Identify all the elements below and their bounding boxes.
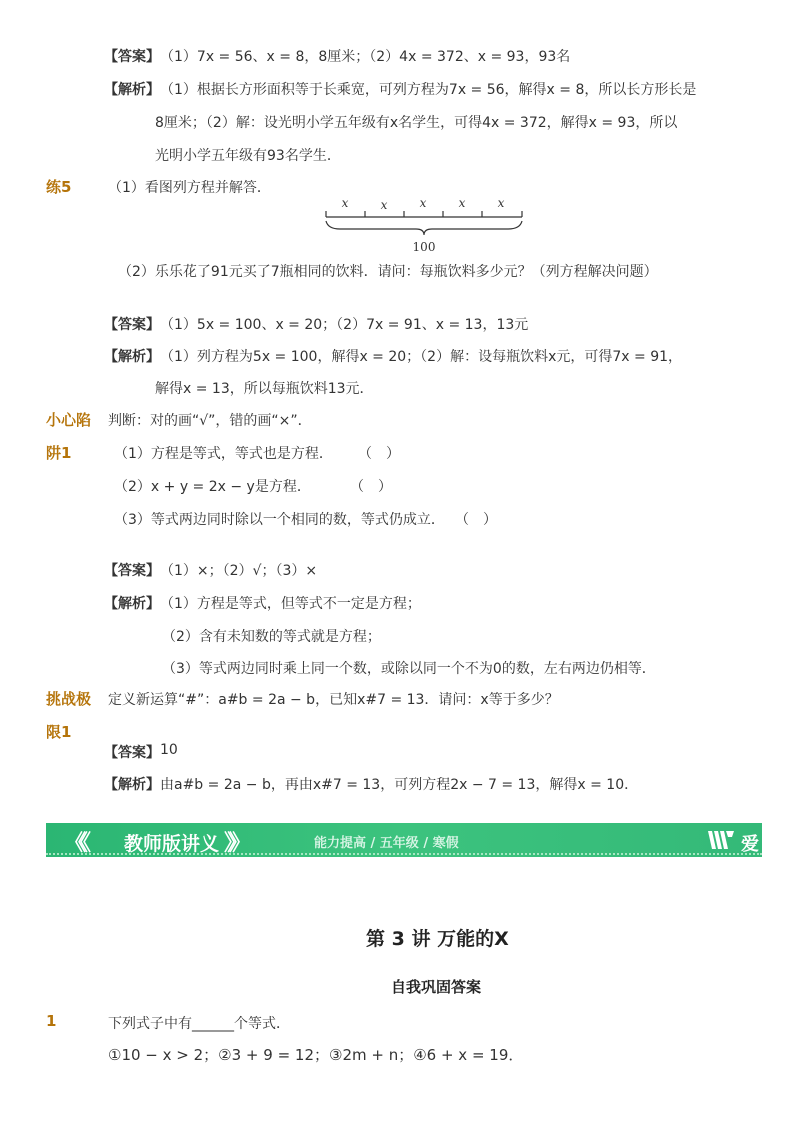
chevron-right-icon: 》》	[224, 831, 246, 856]
question-number: 1	[46, 1012, 57, 1030]
segment-label: x	[458, 196, 466, 210]
analysis-tag: 【解析】	[104, 82, 160, 98]
analysis-line: （3）等式两边同时乘上同一个数，或除以同一个不为0的数，左右两边仍相等．	[162, 661, 656, 677]
segment-label: x	[380, 198, 388, 212]
analysis-line: 由a#b = 2a − b，再由x#7 = 13，可列方程2x − 7 = 13，解得x = 10．	[160, 777, 639, 793]
answer-text: （1）5x = 100、x = 20；（2）7x = 91、x = 13，13元	[160, 317, 529, 333]
segment-label: x	[497, 196, 505, 210]
analysis-line: 光明小学五年级有93名学生．	[155, 148, 341, 164]
practice-label: 练5	[46, 178, 72, 196]
analysis-line: （1）根据长方形面积等于长乘宽，可列方程为7x = 56，解得x = 8，所以长方形长是	[160, 82, 697, 98]
answer-tag: 【答案】	[104, 317, 160, 333]
judge-blank: （ ）	[455, 512, 497, 528]
question-text: （1）看图列方程并解答．	[108, 180, 271, 196]
segment-label: x	[419, 196, 427, 210]
segment-diagram	[320, 195, 530, 260]
answer-tag: 【答案】	[104, 563, 160, 579]
challenge-label: 挑战极	[46, 690, 92, 708]
analysis-tag: 【解析】	[104, 349, 160, 365]
analysis-line: 8厘米；（2）解：设光明小学五年级有x名学生，可得4x = 372，解得x = 93，所以	[155, 115, 678, 131]
segment-label: x	[341, 196, 349, 210]
challenge-label: 限1	[46, 723, 72, 741]
trap-label: 阱1	[46, 444, 72, 462]
question-text: （2）乐乐花了91元买了7瓶相同的饮料．请问：每瓶饮料多少元？（列方程解决问题）	[118, 264, 658, 280]
analysis-line: （1）列方程为5x = 100，解得x = 20；（2）解：设每瓶饮料x元，可得7x = 91，	[160, 349, 683, 365]
chevron-left-icon: 《《	[64, 831, 86, 856]
question-text: 下列式子中有______个等式．	[108, 1016, 290, 1032]
answer-text: 10	[160, 742, 178, 758]
judge-item: （3）等式两边同时除以一个相同的数，等式仍成立．	[114, 512, 445, 528]
total-label: 100	[412, 240, 436, 254]
trap-label: 小心陷	[46, 411, 92, 429]
analysis-line: （1）方程是等式，但等式不一定是方程；	[160, 596, 421, 612]
brand-logo-icon	[706, 827, 736, 853]
analysis-tag: 【解析】	[104, 596, 160, 612]
total-brace	[326, 221, 522, 235]
banner-dotted-line	[46, 853, 762, 855]
answer-text: （1）7x = 56、x = 8，8厘米；（2）4x = 372、x = 93，93名	[160, 49, 571, 65]
analysis-line: （2）含有未知数的等式就是方程；	[162, 629, 381, 645]
question-text: 判断：对的画“√”，错的画“×”．	[108, 413, 312, 429]
answer-tag: 【答案】	[104, 745, 160, 761]
answer-tag: 【答案】	[104, 49, 160, 65]
lesson-subtitle: 自我巩固答案	[391, 978, 482, 996]
judge-item: （1）方程是等式，等式也是方程．	[114, 446, 333, 462]
banner-subtitle: 能力提高 / 五年级 / 寒假	[314, 836, 459, 851]
judge-blank: （ ）	[350, 479, 392, 495]
answer-text: （1）×；（2）√；（3）×	[160, 563, 318, 579]
question-text: 定义新运算“#”：a#b = 2a − b，已知x#7 = 13．请问：x等于多少？	[108, 692, 559, 708]
judge-item: （2）x + y = 2x − y是方程．	[114, 479, 311, 495]
lesson-title: 第 3 讲 万能的X	[366, 928, 509, 950]
footer-banner	[46, 823, 762, 907]
analysis-line: 解得x = 13，所以每瓶饮料13元．	[155, 381, 374, 397]
analysis-tag: 【解析】	[104, 777, 160, 793]
question-options: ①10 − x > 2；②3 + 9 = 12；③2m + n；④6 + x = 19．	[108, 1046, 524, 1064]
brand-name: 爱学习	[741, 834, 759, 907]
judge-blank: （ ）	[358, 446, 400, 462]
banner-title: 教师版讲义	[124, 833, 220, 855]
